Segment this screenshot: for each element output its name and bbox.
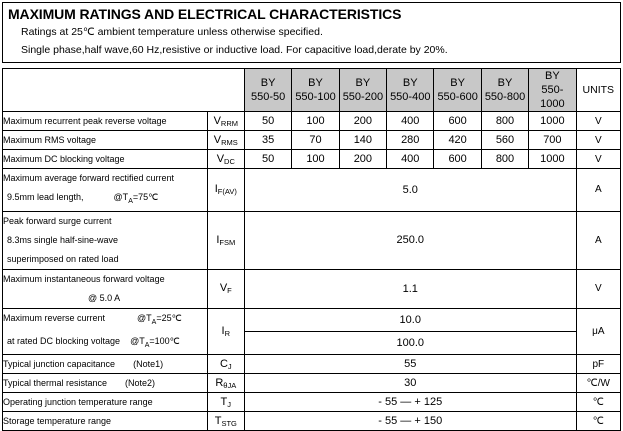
value-cell: 5.0 [244,169,576,212]
part-header: BY 550-800 [481,69,528,112]
table-row [3,412,621,431]
value-cell: 250.0 [244,211,576,269]
value-cell: 70 [292,131,339,150]
table-row [3,169,621,212]
part-header: BY 550-200 [339,69,386,112]
row-description: Maximum average forward rectified current 9.5mm lead length, $@T_A=75℃$ [3,169,208,212]
unit-cell: V [576,269,620,308]
value-cell: 400 [387,112,434,131]
table-row [3,131,621,150]
value-cell: 400 [387,150,434,169]
value-cell: 560 [481,131,528,150]
header-blank-cell [3,69,245,112]
units-header: UNITS [576,69,620,112]
value-cell: 420 [434,131,481,150]
value-cell: 50 [244,150,291,169]
table-row [3,374,621,393]
unit-cell: ℃ [576,412,620,431]
value-cell: 30 [244,374,576,393]
unit-cell: A [576,211,620,269]
row-symbol: $R_{\theta JA}$ [207,374,244,393]
part-header: BY 550-1000 [529,69,576,112]
value-cell: 800 [481,112,528,131]
value-cell: 50 [244,112,291,131]
row-symbol: $C_J$ [207,355,244,374]
row-symbol: $V_{RRM}$ [207,112,244,131]
value-cell: - 55 — + 125 [244,393,576,412]
part-header: BY 550-600 [434,69,481,112]
unit-cell: V [576,150,620,169]
part-header: BY 550-50 [244,69,291,112]
row-description: Maximum DC blocking voltage [3,150,208,169]
value-cell: 600 [434,150,481,169]
part-header: BY 550-400 [387,69,434,112]
ratings-table [2,68,621,431]
unit-cell: ℃ [576,393,620,412]
value-cell: 200 [339,112,386,131]
value-cell: 200 [339,150,386,169]
table-row [3,393,621,412]
row-description: Maximum recurrent peak reverse voltage [3,112,208,131]
row-description: Operating junction temperature range [3,393,208,412]
table-row [3,308,621,331]
row-description: Peak forward surge current 8.3ms single half-sine-wave superimposed on rated load [3,211,208,269]
value-cell: 140 [339,131,386,150]
row-symbol: $V_{DC}$ [207,150,244,169]
row-symbol: $T_{STG}$ [207,412,244,431]
row-description: Maximum RMS voltage [3,131,208,150]
unit-cell: ℃/W [576,374,620,393]
value-cell: 1000 [529,150,576,169]
unit-cell: V [576,112,620,131]
part-header: BY 550-100 [292,69,339,112]
value-cell: 1.1 [244,269,576,308]
row-symbol: $T_J$ [207,393,244,412]
table-row [3,211,621,269]
row-symbol: $I_{F(AV)}$ [207,169,244,212]
value-cell: 700 [529,131,576,150]
value-cell: 100.0 [244,332,576,355]
row-description: Maximum instantaneous forward voltage @ 5.0 A [3,269,208,308]
value-cell: 800 [481,150,528,169]
value-cell: 100 [292,112,339,131]
value-cell: 100 [292,150,339,169]
page-title: MAXIMUM RATINGS AND ELECTRICAL CHARACTERISTICS [8,6,402,22]
table-row [3,112,621,131]
unit-cell: pF [576,355,620,374]
conditions-line-2: Single phase,half wave,60 Hz,resistive or inductive load. For capacitive load,derate by 20%. [21,44,448,56]
row-description: Storage temperature range [3,412,208,431]
unit-cell: μA [576,308,620,355]
value-cell: 10.0 [244,308,576,331]
value-cell: - 55 — + 150 [244,412,576,431]
table-row [3,269,621,308]
row-symbol: $V_{RMS}$ [207,131,244,150]
header-box [2,2,621,63]
value-cell: 1000 [529,112,576,131]
row-description: Maximum reverse current $@T_A=25℃$ at rated DC blocking voltage $@T_A=100℃$ [3,308,208,355]
value-cell: 55 [244,355,576,374]
value-cell: 280 [387,131,434,150]
value-cell: 600 [434,112,481,131]
value-cell: 35 [244,131,291,150]
row-symbol: $V_F$ [207,269,244,308]
row-description: Typical junction capacitance (Note1) [3,355,208,374]
conditions-line-1: Ratings at 25℃ ambient temperature unless otherwise specified. [21,26,323,38]
table-header-row [3,69,621,112]
row-symbol: $I_R$ [207,308,244,355]
row-symbol: $I_{FSM}$ [207,211,244,269]
row-description: Typical thermal resistance (Note2) [3,374,208,393]
table-row [3,150,621,169]
unit-cell: A [576,169,620,212]
unit-cell: V [576,131,620,150]
table-row [3,355,621,374]
